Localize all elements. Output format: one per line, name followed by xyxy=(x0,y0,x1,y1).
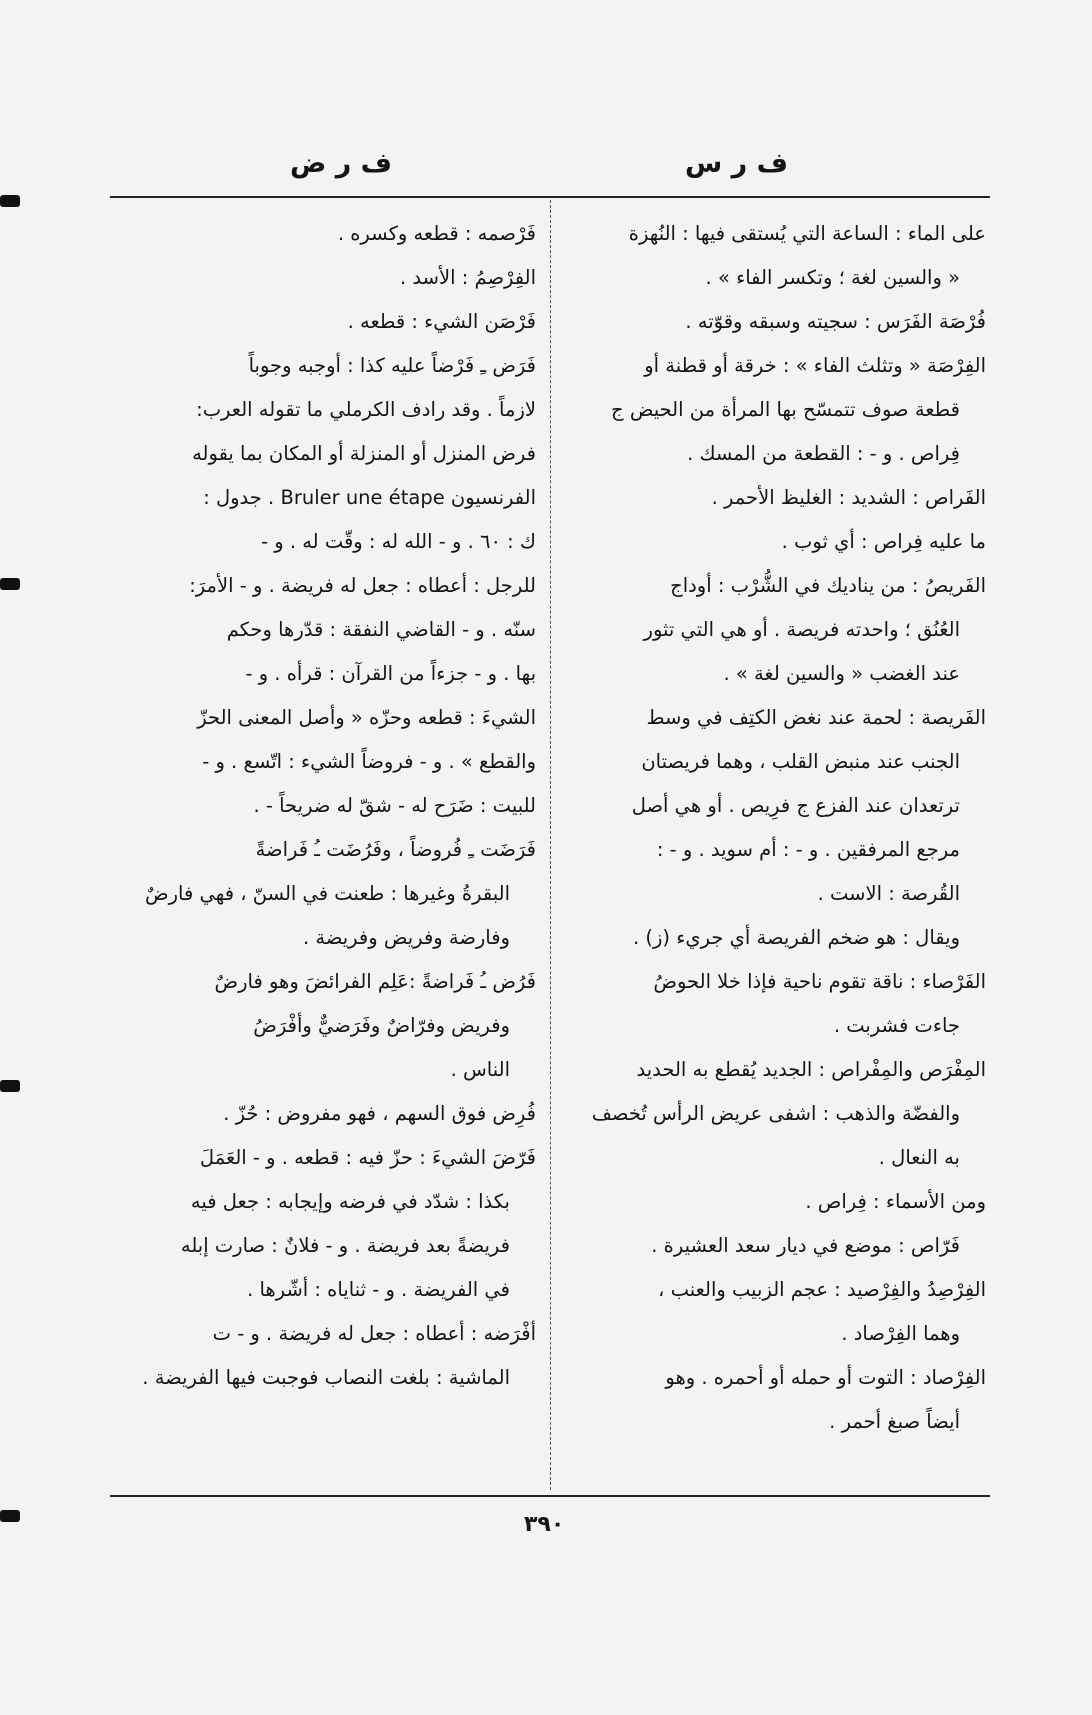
text-line: فَرْصمه : قطعه وكسره . xyxy=(337,222,536,245)
right-column xyxy=(562,212,990,1487)
text-line: جاءت فشربت . xyxy=(833,1014,960,1037)
text-line: فَرّضَ الشيءَ : حزّ فيه : قطعه . و - العَمَلَ xyxy=(199,1146,536,1169)
text-line: لازماً . وقد رادف الكرملي ما تقوله العرب: xyxy=(196,398,536,421)
text-line: على الماء : الساعة التي يُستقى فيها : النُهزة xyxy=(628,222,986,245)
text-line: الفِرْصاد : التوت أو حمله أو أحمره . وهو xyxy=(665,1366,986,1389)
page-number: ٣٩٠ xyxy=(524,1512,565,1537)
text-line: الفِرْصِمُ : الأسد . xyxy=(400,266,536,289)
text-line: فَرُض ـُ فَراضةً :عَلِم الفرائضَ وهو فارضٌ xyxy=(214,970,536,993)
text-line: فُرِض فوق السهم ، فهو مفروض : حُزّ . xyxy=(223,1102,536,1125)
text-line: الفَريصُ : من يناديك في الشُّرْب : أوداج xyxy=(670,574,986,597)
text-line: ك : ٦٠ . و - الله له : وقّت له . و - xyxy=(260,530,536,553)
left-column-header: ف ر ض xyxy=(290,148,393,179)
text-line: ترتعدان عند الفزع ج فرِيص . أو هي أصل xyxy=(631,794,960,817)
text-line: وفريض وفرّاضٌ وفَرَضيٌّ وأفْرَضُ xyxy=(253,1014,510,1037)
text-line: فَرْصَن الشيء : قطعه . xyxy=(347,310,536,333)
text-line: فريضةً بعد فريضة . و - فلانٌ : صارت إبله xyxy=(180,1234,510,1257)
text-line: « والسين لغة ؛ وتكسر الفاء » . xyxy=(705,266,960,289)
bottom-rule xyxy=(110,1495,990,1497)
text-line: ومن الأسماء : فِراص . xyxy=(805,1190,986,1213)
text-line: ويقال : هو ضخم الفريصة أي جريء (ز) . xyxy=(633,926,960,949)
text-line: المِفْرَص والمِفْراص : الجديد يُقطع به الحديد xyxy=(636,1058,986,1081)
top-rule xyxy=(110,196,990,198)
text-line: القُرصة : الاست . xyxy=(817,882,960,905)
text-line: فرض المنزل أو المنزلة أو المكان بما يقوله xyxy=(192,442,536,465)
right-column-header: ف ر س xyxy=(685,148,788,179)
text-line: للرجل : أعطاه : جعل له فريضة . و - الأمرَ: xyxy=(189,574,536,597)
text-line: في الفريضة . و - ثناياه : أشّرها . xyxy=(247,1278,510,1301)
text-line: فِراص . و - : القطعة من المسك . xyxy=(687,442,960,465)
text-line: الفرنسيون Bruler une étape . جدول : xyxy=(203,486,536,509)
text-line: الجنب عند منبض القلب ، وهما فريصتان xyxy=(641,750,960,773)
text-line: والقطع » . و - فروضاً الشيء : اتّسع . و - xyxy=(202,750,536,773)
text-line: العُنُق ؛ واحدته فريصة . أو هي التي تثور xyxy=(643,618,960,641)
text-line: مرجع المرفقين . و - : أم سويد . و - : xyxy=(656,838,960,861)
margin-mark xyxy=(0,195,20,207)
text-line: بها . و - جزءاً من القرآن : قرأه . و - xyxy=(245,662,536,685)
text-line: الشيءَ : قطعه وحزّه « وأصل المعنى الحزّ xyxy=(197,706,536,729)
text-line: الماشية : بلغت النصاب فوجبت فيها الفريضة . xyxy=(142,1366,510,1389)
text-line: البقرةُ وغيرها : طعنت في السنّ ، فهي فارضٌ xyxy=(145,882,510,905)
text-line: أفْرَضه : أعطاه : جعل له فريضة . و - ت xyxy=(212,1322,536,1345)
text-line: الفِرْصَة « وتثلث الفاء » : خرقة أو قطنة أو xyxy=(644,354,986,377)
margin-mark xyxy=(0,578,20,590)
text-line: عند الغضب « والسين لغة » . xyxy=(723,662,960,685)
text-line: فَرّاص : موضع في ديار سعد العشيرة . xyxy=(651,1234,960,1257)
margin-mark xyxy=(0,1510,20,1522)
text-line: الفِرْصِدُ والفِرْصيد : عجم الزبيب والعنب ، xyxy=(658,1278,986,1301)
text-line: وفارضة وفريض وفريضة . xyxy=(302,926,510,949)
text-line: قطعة صوف تتمسّح بها المرأة من الحيض ج xyxy=(611,398,960,421)
text-line: الفَريصة : لحمة عند نغض الكتِف في وسط xyxy=(646,706,986,729)
column-divider xyxy=(550,200,551,1490)
text-line: بكذا : شدّد في فرضه وإيجابه : جعل فيه xyxy=(190,1190,510,1213)
text-line: ما عليه فِراص : أي ثوب . xyxy=(781,530,986,553)
text-line: الناس . xyxy=(450,1058,510,1081)
text-line: للبيت : ضَرَح له - شقّ له ضريحاً - . xyxy=(253,794,536,817)
text-line: فَرَضَت ـِ فُروضاً ، وفَرُضَت ـُ فَراضةً xyxy=(255,838,536,861)
margin-mark xyxy=(0,1080,20,1092)
text-line: الفَرْصاء : ناقة تقوم ناحية فإذا خلا الحوضُ xyxy=(653,970,986,993)
text-line: الفَراص : الشديد : الغليظ الأحمر . xyxy=(711,486,986,509)
text-line: وهما الفِرْصاد . xyxy=(841,1322,960,1345)
text-line: والفضّة والذهب : اشفى عريض الرأس تُخصف xyxy=(591,1102,960,1125)
text-line: أيضاً صبغ أحمر . xyxy=(829,1410,960,1433)
text-line: سنّه . و - القاضي النفقة : قدّرها وحكم xyxy=(226,618,536,641)
left-column xyxy=(88,212,536,1487)
text-line: فُرْصَة الفَرَس : سجيته وسبقه وقوّته . xyxy=(685,310,986,333)
text-line: فَرَض ـِ فَرْضاً عليه كذا : أوجبه وجوباً xyxy=(248,354,536,377)
text-line: به النعال . xyxy=(878,1146,960,1169)
